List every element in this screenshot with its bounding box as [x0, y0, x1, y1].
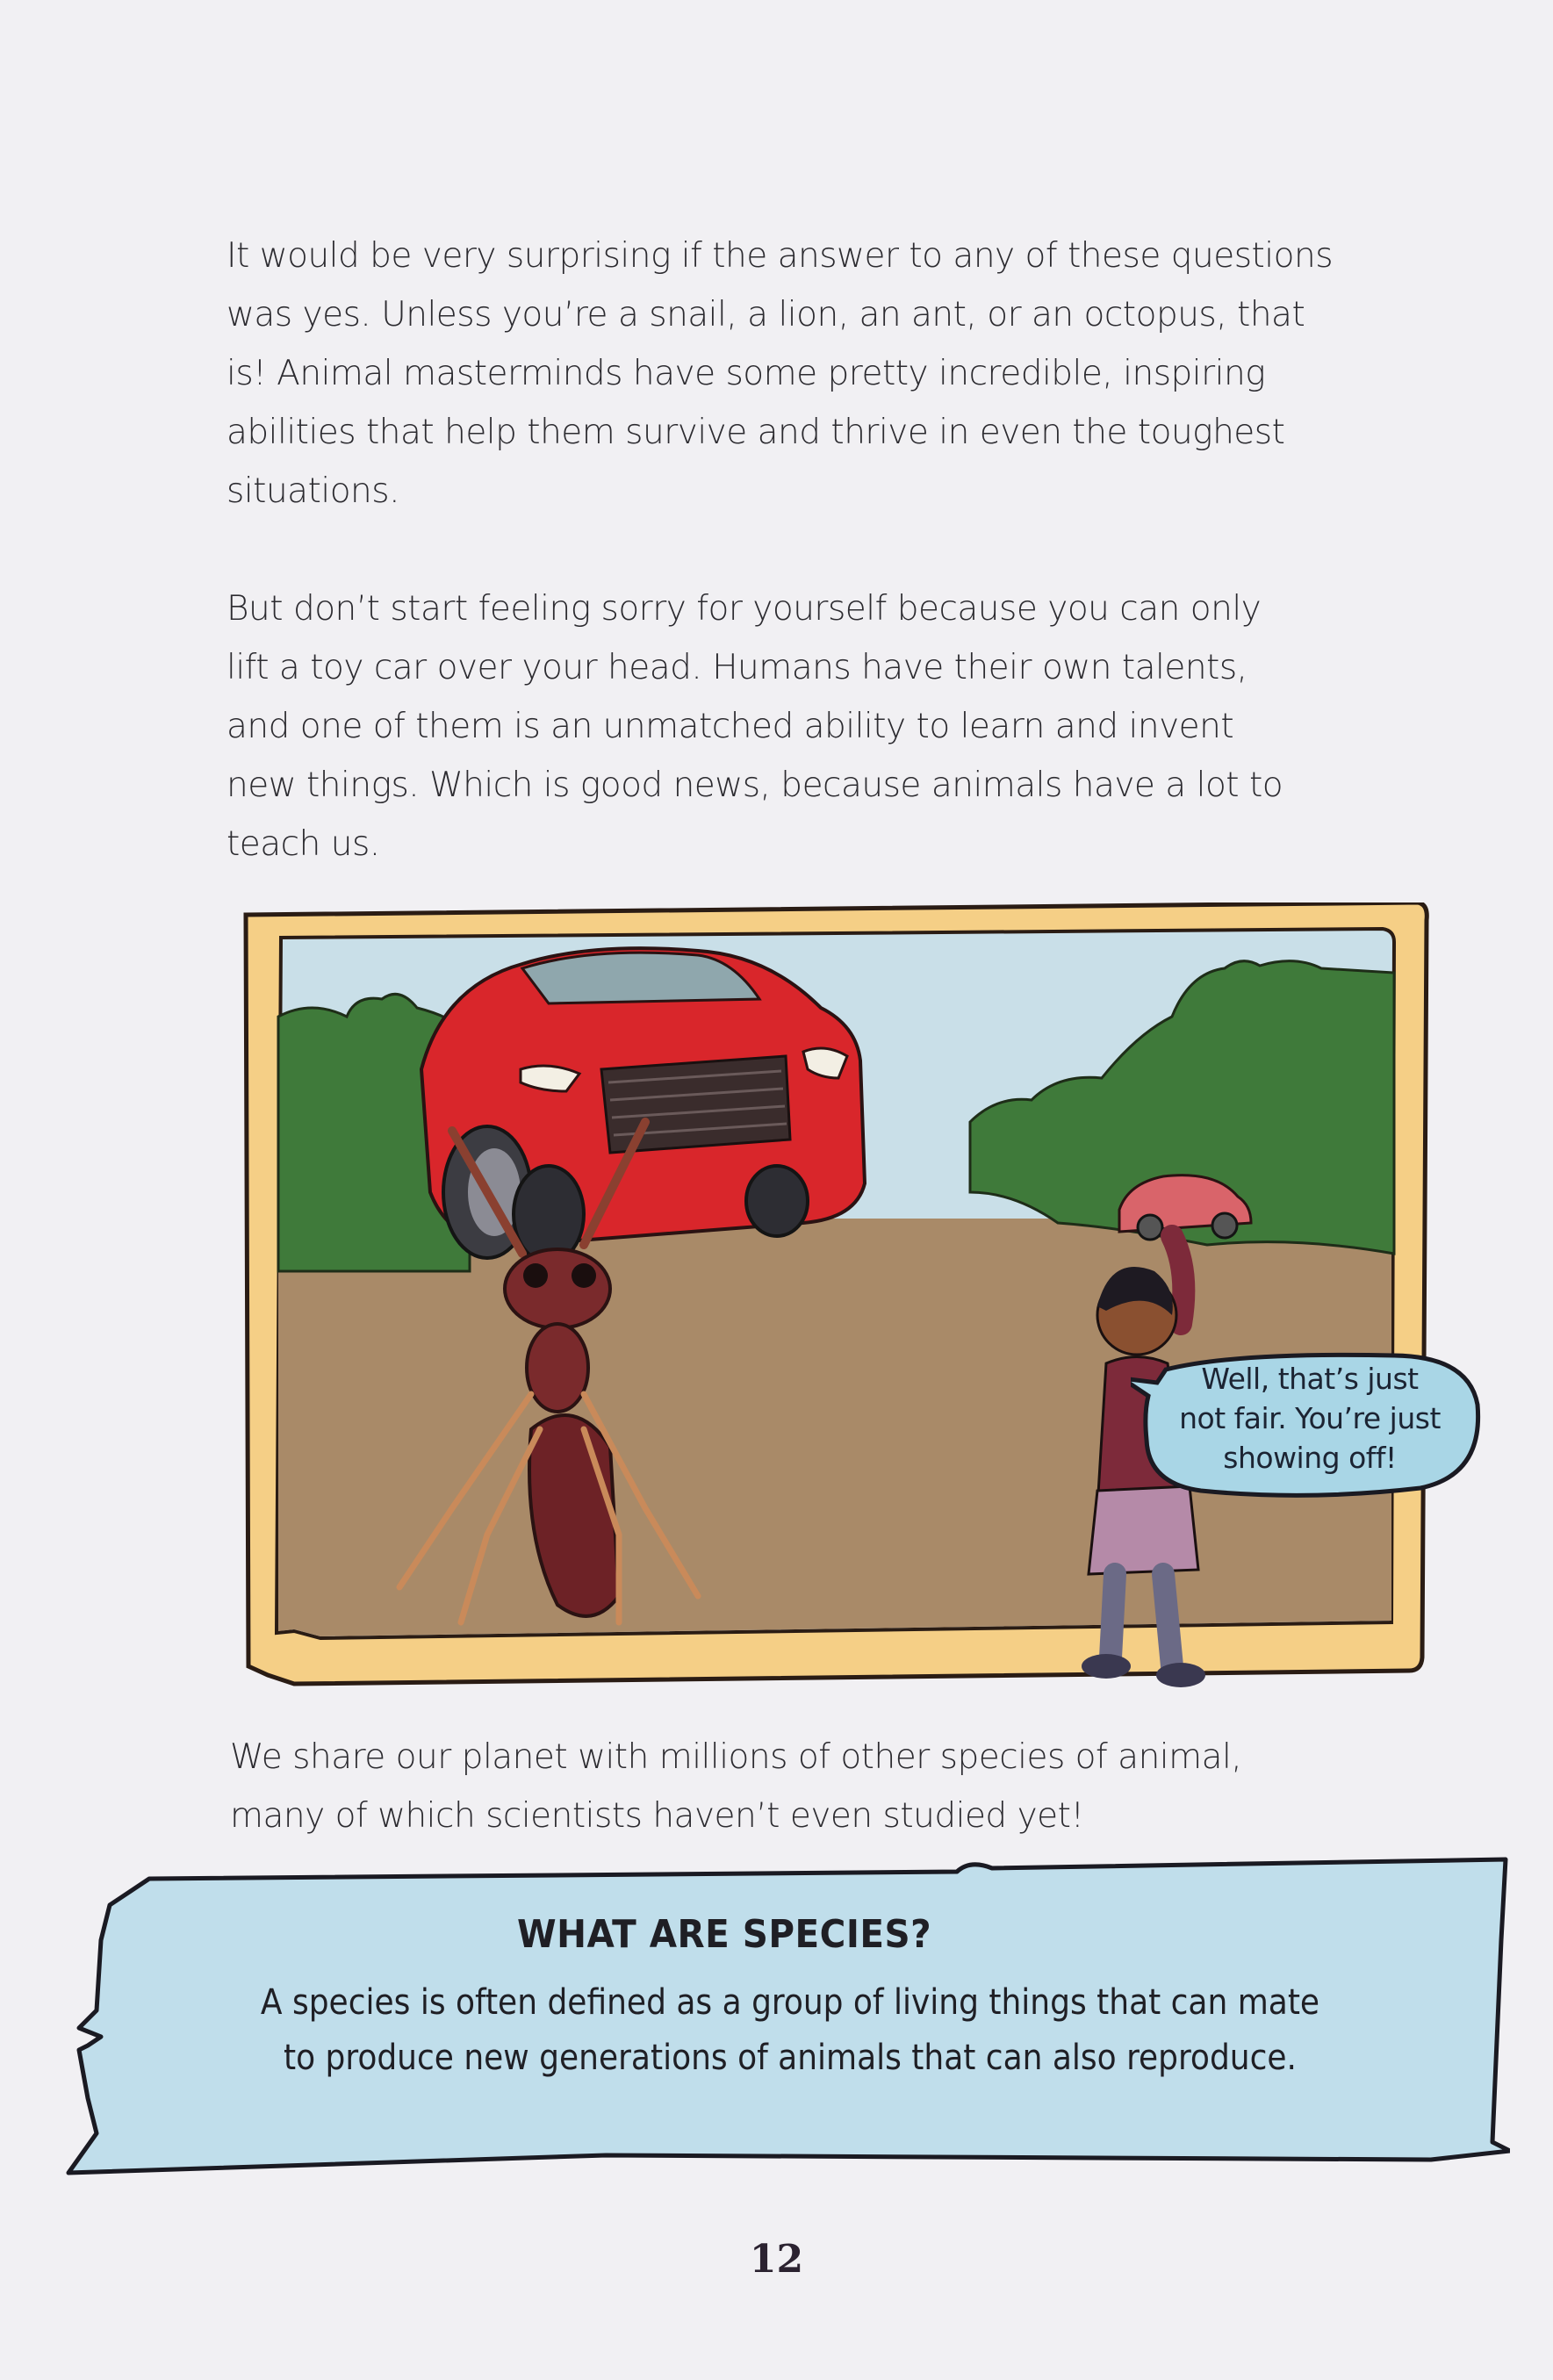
speech-line: showing off!: [1223, 1441, 1397, 1475]
text-line: many of which scientists haven’t even studied yet!: [230, 1796, 1084, 1836]
speech-bubble: [1131, 1343, 1489, 1501]
page-number: 12: [749, 2237, 804, 2282]
humans-paragraph: [226, 579, 1473, 874]
speech-line: Well, that’s just: [1201, 1362, 1419, 1396]
text-line: But don’t start feeling sorry for yourself because you can only: [226, 589, 1262, 629]
callout-title: WHAT ARE SPECIES?: [516, 1912, 932, 1957]
callout-body: [114, 1975, 1466, 2086]
text-line: is! Animal masterminds have some pretty incredible, inspiring: [226, 354, 1266, 393]
text-line: lift a toy car over your head. Humans have their own talents,: [226, 648, 1247, 687]
speech-bubble-text: [1131, 1359, 1489, 1478]
text-line: teach us.: [226, 824, 380, 864]
callout-line: A species is often defined as a group of living things that can mate: [260, 1982, 1320, 2023]
red-car: [421, 948, 865, 1262]
text-line: was yes. Unless you’re a snail, a lion, an ant, or an octopus, that: [226, 295, 1305, 334]
intro-paragraph: [226, 226, 1473, 521]
illustration-scene: [241, 902, 1449, 1697]
text-line: abilities that help them survive and thrive in even the toughest: [226, 413, 1285, 452]
text-line: It would be very surprising if the answer to any of these questions: [226, 236, 1334, 276]
text-line: new things. Which is good news, because animals have a lot to: [226, 766, 1283, 805]
callout-line: to produce new generations of animals that can also reproduce.: [284, 2038, 1297, 2078]
text-line: We share our planet with millions of other species of animal,: [230, 1737, 1242, 1777]
species-paragraph: [230, 1728, 1477, 1845]
comic-illustration: [241, 902, 1449, 1697]
text-line: and one of them is an unmatched ability to learn and invent: [226, 707, 1234, 746]
text-line: situations.: [226, 471, 399, 511]
speech-line: not fair. You’re just: [1179, 1401, 1441, 1435]
